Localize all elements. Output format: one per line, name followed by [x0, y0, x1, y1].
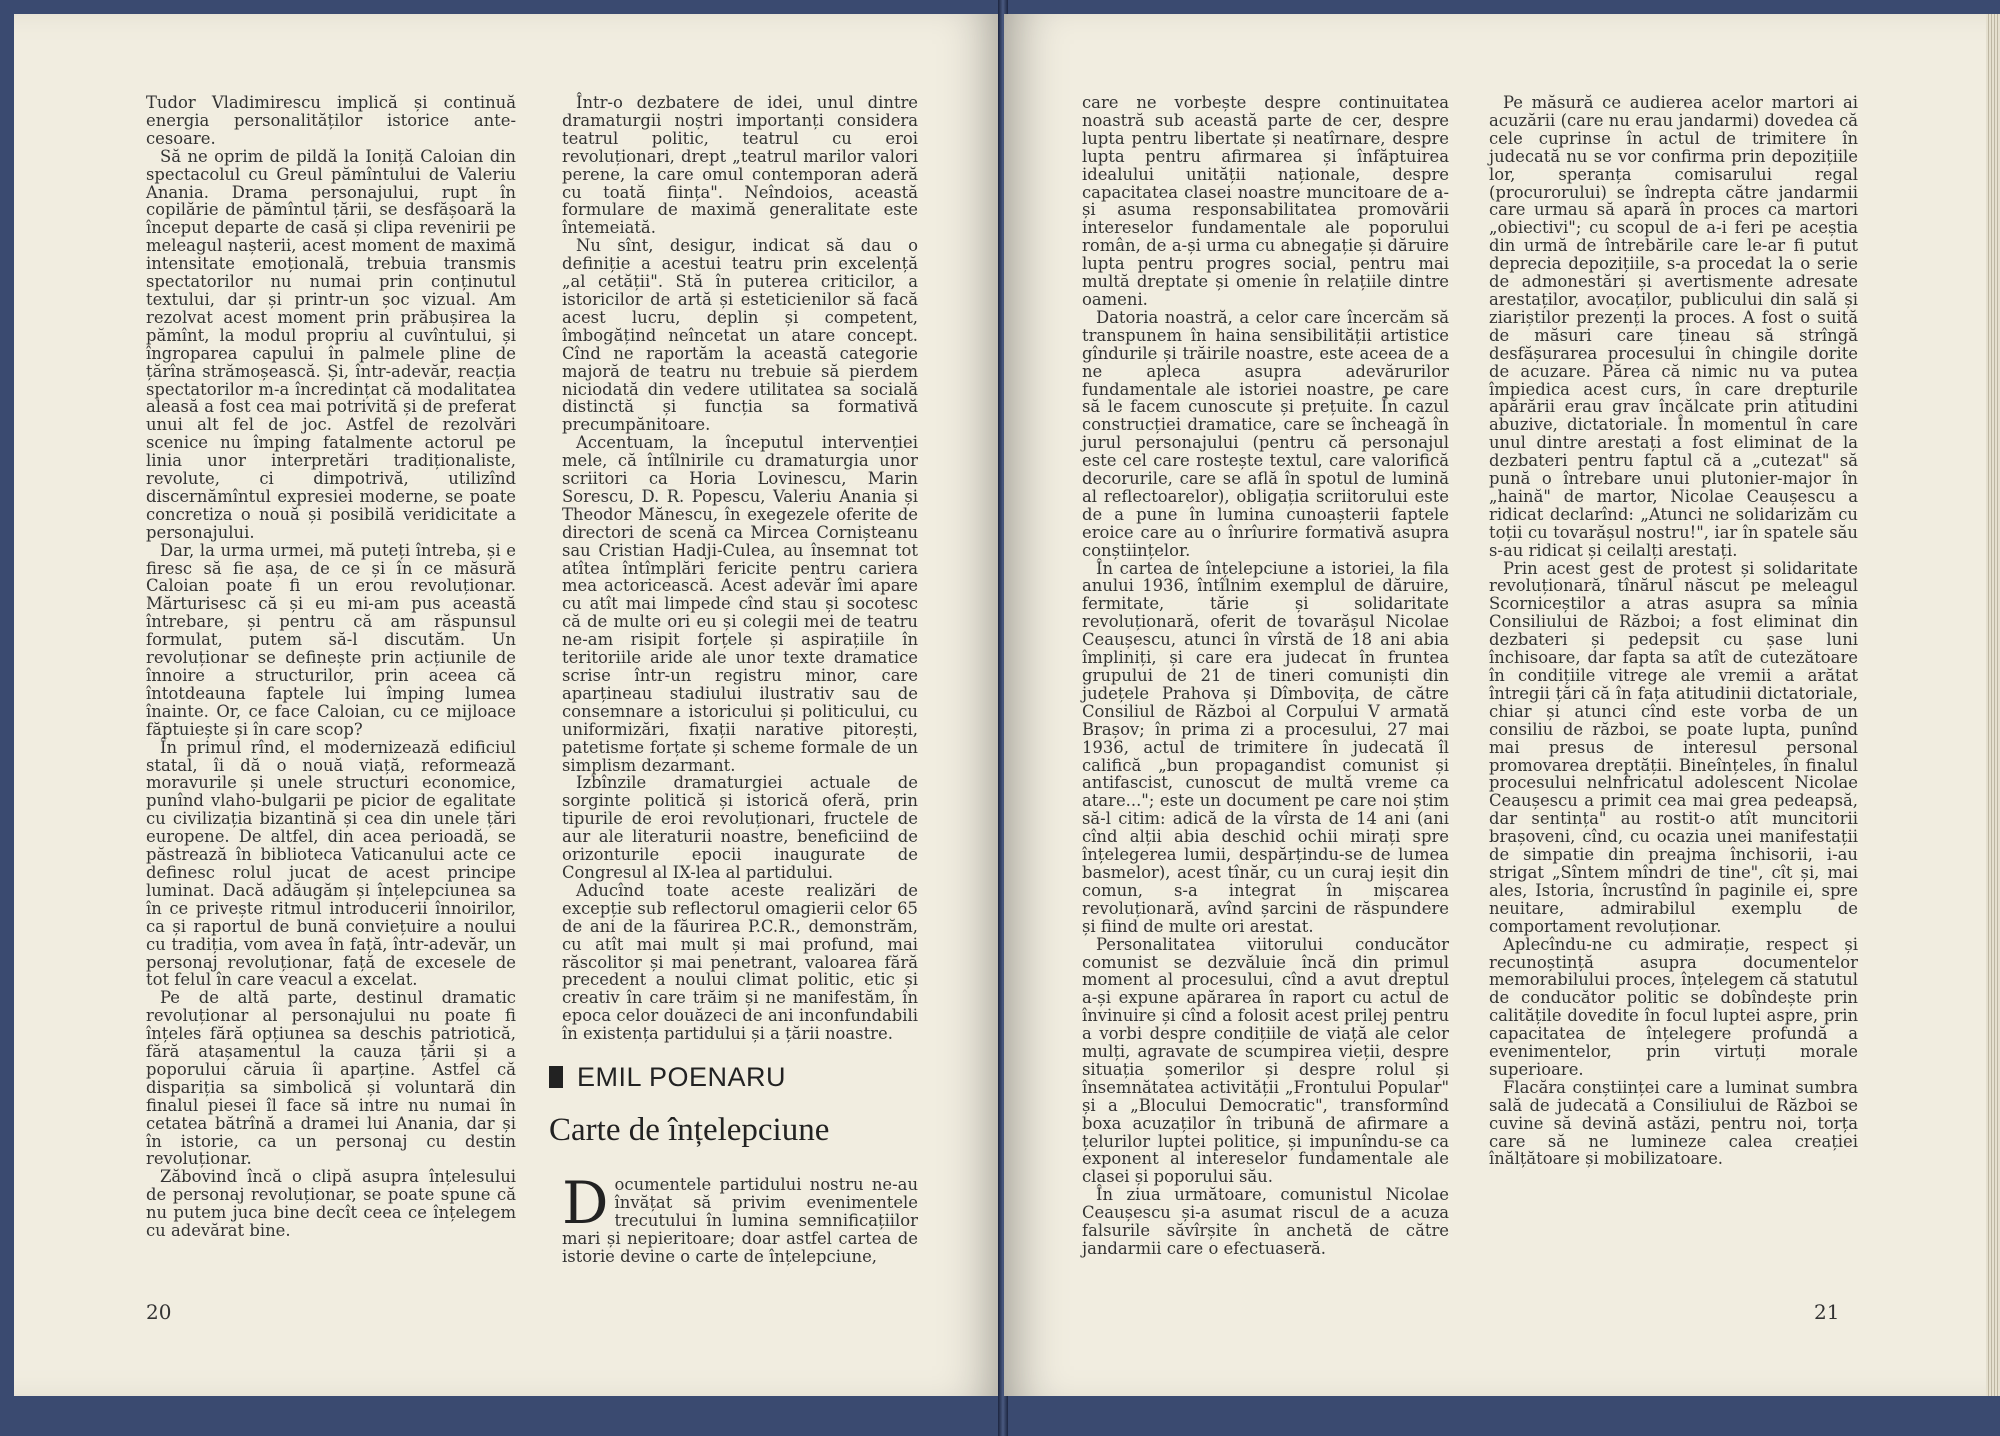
- article-title: Carte de înțelepciune: [549, 1112, 830, 1148]
- paragraph: Prin acest gest de protest și solidaritate revoluționară, tînărul născut pe meleagul Scorniceștilor a atras asupra sa mînia Consiliului de Război; a fost eliminat din dezbateri și pedepsit cu șase luni închisoare, dar fapta sa atît de cutezătoare în condițiile vitrege ale vremii a arătat întregii țări că în fața atitudinii dictatoriale, chiar și atunci cînd este vorba de un consiliu de război, se poate lupta, punînd mai presus de interesul personal promovarea dreptății. Bineînțeles, în finalul procesului nelnfricatul adolescent Nicolae Ceaușescu a primit cea mai grea pedeapsă, dar sentința" au rostit-o atît muncitorii brașoveni, cînd, cu ocazia unei manifestații de simpatie din preajma închisorii, i-au strigat „Sîntem mîndri de tine", cît și, mai ales, Istoria, încrustînd în paginile ei, spre neuitare, admirabilul exemplu de comportament revoluționar.: [1489, 558, 1858, 936]
- paragraph: În cartea de înțelepciune a istoriei, la fila anului 1936, întîlnim exemplul de dăruire, fermitate, tărie și solidaritate revoluționară, oferit de tovarășul Nicolae Ceaușescu, atunci în vîrstă de 18 ani abia împliniți, și care era judecat în fruntea grupului de 21 de tineri comuniști din județele Prahova și Dîmbovița, de către Consiliul de Război al Corpului V armată Brașov; în prima zi a procesului, 27 mai 1936, actul de trimitere în judecată îl califică „bun propagandist comunist și antifascist, cunoscut de multă vreme ca atare..."; este un document pe care noi știm să-l citim: adică de la vîrsta de 14 ani (ani cînd alții abia deschid ochii mirați spre înțelegerea lumii, despărțindu-se de lumea basmelor), acest tînăr, cu un curaj ieșit din comun, s-a integrat în mișcarea revoluționară, avînd șarcini de răspundere și fiind de multe ori arestat.: [1082, 558, 1449, 936]
- paragraph: Personalitatea viitorului conducător comunist se dezvăluie încă din primul moment al procesului, cînd a avut dreptul a-și expune apărarea în raport cu actul de învinuire și cînd a folosit acest prilej pentru a vorbi despre condițiile de viață ale celor mulți, agravate de scumpirea vieții, despre situația șomerilor și despre rolul și însemnătatea activității „Frontului Popular" și a „Blocului Democratic", transformînd boxa acuzaților în tribună de afirmare a țelurilor luptei politice, și impunîndu-se ca exponent al intereselor fundamentale ale clasei și poporului său.: [1082, 934, 1449, 1187]
- paragraph: Flacăra conștiinței care a luminat sumbra sală de judecată a Consiliului de Război se cuvine să devină astăzi, pentru noi, torța care să ne lumineze calea creației înălțătoare și mobilizatoare.: [1489, 1077, 1858, 1169]
- paragraph: Să ne oprim de pildă la Ioniță Caloian din spectacolul cu Greul pămîntului de Valeriu Anania. Drama personajului, rupt în copilărie de pămîntul țării, se desfășoară la început departe de casă și clipa revenirii pe meleagul nașterii, acest moment de maximă intensitate emoțională, trebuia transmis spectatorilor nu numai prin conținutul textului, dar și printr-un șoc vizual. Am rezolvat acest moment prin prăbușirea la pămînt, la modul propriu al cuvîntului, și îngroparea capului în palmele pline de țărîna strămoșească. Și, într-adevăr, reacția spectatorilor m-a încredințat că modalitatea aleasă a fost cea mai potrivită și de preferat unui alt fel de joc. Astfel de rezolvări scenice nu împing fatalmente actorul pe linia unor interpretări tradiționaliste, revolute, ci dimpotrivă, utilizînd discernămîntul expresiei moderne, se poate concretiza o nouă și posibilă veridicitate a personajului.: [146, 146, 516, 542]
- page-number-left: 20: [146, 1300, 172, 1324]
- square-bullet-icon: [549, 1066, 563, 1088]
- page-edges: [1986, 14, 2000, 1396]
- paragraph: Aplecîndu-ne cu admirație, respect și recunoștință asupra documentelor memorabilului proces, înțelegem că statutul de conducător politic se dobîndește prin calitățile dovedite în focul luptei aspre, prin capacitatea de înțelegere profundă a evenimentelor, prin virtuți morale superioare.: [1489, 934, 1858, 1079]
- paragraph: Pe măsură ce audierea acelor martori ai acuzării (care nu erau jandarmi) dovedea că cele cuprinse în actul de trimitere în judecată nu se vor confirma prin depozițiile lor, speranța comisarului regal (procurorului) se îndrepta către jandarmii care urmau să apară în proces ca martori „obiectivi"; cu scopul de a-i feri pe aceștia din urmă de întrebările care le-ar fi putut deprecia depozițiile, s-a procedat la o serie de admonestări și avertismente adresate arestaților, avocaților, publicului din sală și ziariștilor prezenți la proces. A fost o suită de măsuri care țineau să strîngă desfășurarea procesului în chingile dorite de acuzare. Părea că nimic nu va putea împiedica acest curs, în care drepturile apărării erau grav încălcate prin atitudini abuzive, dictatoriale. În momentul în care unul dintre arestați a fost eliminat de la dezbateri pentru faptul că a „cutezat" să pună o întrebare unui plutonier-major în „haină" de martor, Nicolae Ceaușescu a ridicat declarînd: „Atunci ne solidarizăm cu toții cu tovarășul nostru!", iar în spatele său s-au ridicat și ceilalți arestați.: [1489, 93, 1858, 560]
- paragraph: Într-o dezbatere de idei, unul dintre dramaturgii noștri importanți considera teatrul politic, teatrul cu eroi revoluționari, drept „teatrul marilor valori perene, la care omul contemporan aderă cu toată ființa". Neîndoios, această formulare de maximă generalitate este întemeiată.: [562, 93, 918, 238]
- paragraph: Aducînd toate aceste realizări de excepție sub reflectorul omagierii celor 65 de ani de la făurirea P.C.R., demonstrăm, cu atît mai mult și mai profund, mai răscolitor și mai penetrant, valoarea fără precedent a noului climat politic, etic și creativ în care trăim și ne manifestăm, în epoca celor douăzeci de ani inconfundabili în existența partidului și a țării noastre.: [562, 880, 918, 1044]
- page-number-right: 21: [1814, 1300, 1840, 1324]
- paragraph: care ne vorbește despre continuitatea noastră sub această parte de cer, despre lupta pentru libertate și neatîrnare, despre lupta pentru afirmarea și înfăptuirea idealului unității naționale, despre capacitatea clasei noastre muncitoare de a-și asuma responsabilitatea promovării intereselor fundamentale ale poporului român, de a-și urma cu abnegație și dăruire lupta pentru progres social, pentru mai multă dreptate și omenie în relațiile dintre oameni.: [1082, 93, 1449, 309]
- left-page-column-1: [146, 94, 516, 1240]
- paragraph: Zăbovind încă o clipă asupra înțelesului de personaj revoluționar, se poate spune că nu putem juca bine decît ceea ce înțelegem cu adevărat bine.: [146, 1167, 516, 1241]
- article-author: [549, 1062, 929, 1093]
- article-intro: [562, 1169, 918, 1266]
- paragraph: În primul rînd, el modernizează edificiul statal, îi dă o nouă viață, reformează moravurile și unele structuri economice, punînd vlaho-bulgarii pe picior de egalitate cu civilizația bizantină și cea din unele țări europene. De altfel, din acea perioadă, se păstrează în biblioteca Vaticanului acte ce definesc rolul jucat de acest principe luminat. Dacă adăugăm și înțelepciunea sa în ce privește ritmul introducerii înnoirilor, ca și raportul de bună conviețuire a noului cu tradiția, vom avea în față, într-adevăr, un personaj revoluționar, față de excesele de tot felul în care veacul a excelat.: [146, 737, 516, 990]
- right-page: [1004, 14, 1986, 1396]
- intro-text: ocumentele partidului nostru ne-au învățat să privim evenimentele trecutului în lumina semnificațiilor mari și nepieritoare; doar astfel cartea de istorie devine o carte de înțelepciune,: [562, 1175, 918, 1266]
- paragraph: În ziua următoare, comunistul Nicolae Ceaușescu și-a asumat riscul de a acuza falsurile săvîrșite în anchetă de către jandarmii care o efectuaseră.: [1082, 1185, 1449, 1258]
- author-name: EMIL POENARU: [577, 1062, 787, 1092]
- paragraph: Tudor Vladimirescu implică și continuă energia personalităților istorice ante-cesoare.: [146, 93, 516, 148]
- paragraph: Accentuam, la începutul intervenției mele, că întîlnirile cu dramaturgia unor scriitori ca Horia Lovinescu, Marin Sorescu, D. R. Popescu, Valeriu Anania și Theodor Mănescu, în exegezele oferite de directori de scenă ca Mircea Cornișteanu sau Cristian Hadji-Culea, au însemnat tot atîtea întîmplări fericite pentru cariera mea actoricească. Acest adevăr îmi apare cu atît mai limpede cînd stau și socotesc că de multe ori eu și colegii mei de teatru ne-am risipit forțele și aspirațiile în teritoriile aride ale unor texte dramatice scrise într-un registru minor, care aparțineau stadiului ilustrativ sau de consemnare a istoricului și politicului, cu uniformizări, fixații narative pitorești, patetisme forțate și scheme formale de un simplism dezarmant.: [562, 433, 918, 775]
- left-page-column-2: [562, 94, 918, 1043]
- paragraph: Nu sînt, desigur, indicat să dau o definiție a acestui teatru prin excelență „al cetății". Stă în puterea criticilor, a istoricilor de artă și esteticienilor să facă acest lucru, deplin și competent, îmbogățind neîncetat un atare concept. Cînd ne raportăm la această categorie majoră de teatru nu trebuie să pierdem niciodată din vedere utilitatea sa socială distinctă și funcția sa formativă precumpănitoare.: [562, 236, 918, 435]
- paragraph: Izbînzile dramaturgiei actuale de sorginte politică și istorică oferă, prin tipurile de eroi revoluționari, fructele de aur ale literaturii noastre, beneficiind de orizonturile epocii inaugurate de Congresul al IX-lea al partidului.: [562, 773, 918, 882]
- paragraph: Datoria noastră, a celor care încercăm să transpunem în haina sensibilității artistice gîndurile și trăirile noastre, este aceea de a ne apleca asupra adevărurilor fundamentale ale istoriei noastre, pe care să le facem cunoscute și prețuite. În cazul construcției dramatice, care se încheagă în jurul personajului (pentru că personajul este cel care rostește textul, care valorifică decorurile, care se află în spotul de lumină al reflectoarelor), obligația scriitorului este de a pune în lumina cunoașterii faptele eroice care au o înrîurire formativă asupra conștiințelor.: [1082, 307, 1449, 560]
- paragraph: Dar, la urma urmei, mă puteți întreba, și e firesc să fie așa, de ce și în ce măsură Caloian poate fi un erou revoluționar. Mărturisesc că și eu mi-am pus această întrebare, și pentru că am răspunsul formulat, putem să-l discutăm. Un revoluționar se definește prin acțiunile de înnoire a structurilor, prin aceea că întotdeauna faptele lui împing lumea înainte. Or, ce face Caloian, cu ce mijloace făptuiește și în care scop?: [146, 540, 516, 739]
- left-page: [14, 14, 1002, 1396]
- intro-paragraph: [562, 1169, 918, 1266]
- right-page-column-1: [1082, 94, 1449, 1258]
- paragraph: Pe de altă parte, destinul dramatic revoluționar al personajului nu poate fi înțeles fără opțiunea sa deschis patriotică, fără atașamentul la cauza țării și a poporului căruia îi aparține. Astfel că dispariția sa simbolică și voluntară din finalul piesei îl face să intre nu numai în cetatea bătrînă a dramei lui Anania, dar și în istorie, ca un personaj cu destin revoluționar.: [146, 988, 516, 1169]
- drop-cap: D: [562, 1169, 609, 1237]
- right-page-column-2: [1489, 94, 1858, 1168]
